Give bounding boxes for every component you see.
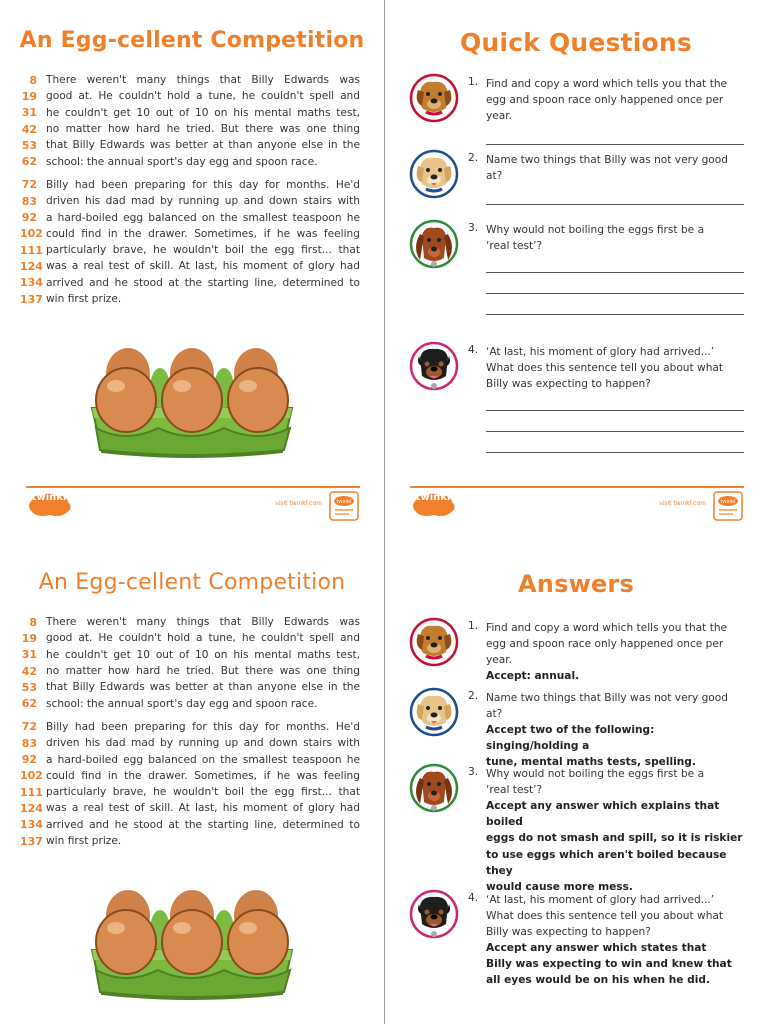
story-line: [20, 291, 360, 307]
question-number: 2.: [468, 690, 479, 702]
answer-text: Accept: annual.: [486, 670, 580, 682]
story-panel-bottom: [0, 540, 384, 1024]
line-text: Billy had been preparing for this day for months. He'd: [46, 178, 360, 191]
line-text: was a real test of skill. At last, his moment of glory had: [46, 802, 360, 815]
question-text: Why would not boiling the eggs first be a: [486, 768, 705, 780]
story-line: [20, 209, 360, 225]
answer-text: to use eggs which aren't boiled because they: [486, 848, 727, 877]
line-text: good at. He couldn't hold a tune, he couldn't spell and: [46, 90, 360, 103]
quality-badge-icon: [712, 490, 744, 522]
word-count: 31: [21, 106, 37, 120]
answer-body: [468, 892, 744, 989]
story-line: [20, 833, 360, 849]
word-count: 92: [21, 753, 37, 767]
dog-face-icon: [408, 762, 460, 814]
footer-rule: [410, 486, 744, 488]
story-line: [20, 193, 360, 209]
story-line: [20, 258, 360, 274]
question-number: 3.: [468, 766, 479, 778]
word-count: 83: [21, 194, 37, 208]
answer-text: eggs do not smash and spill, so it is riskier: [486, 832, 743, 845]
story-line: [20, 768, 360, 784]
line-text: that Billy Edwards was better at than anyone else in the: [46, 681, 360, 694]
question-text: Name two things that Billy was not very good at?: [486, 154, 728, 182]
word-count: 53: [21, 138, 37, 152]
line-text: driven his dad mad by running up and down stairs with: [46, 195, 360, 208]
answer-text: Accept two of the following: singing/holding a: [486, 724, 655, 753]
story-line: [20, 226, 360, 242]
story-line: [20, 72, 360, 88]
story-line: [20, 121, 360, 137]
story-line: [20, 177, 360, 193]
question-text: Find and copy a word which tells you that the: [486, 622, 728, 634]
footer: [410, 486, 744, 526]
question-text: ‘At last, his moment of glory had arrived...’: [486, 894, 715, 906]
line-text: was a real test of skill. At last, his moment of glory had: [46, 260, 360, 273]
word-count: 92: [21, 211, 37, 225]
word-count: 111: [20, 785, 43, 799]
footer-rule: [26, 486, 360, 488]
line-text: particularly brave, he wouldn't boil the egg first... that: [46, 244, 360, 257]
egg-carton-icon: [86, 344, 298, 462]
word-count: 137: [20, 834, 43, 848]
word-count: 83: [21, 736, 37, 750]
story-panel-top: [0, 0, 384, 512]
word-count: 134: [20, 276, 43, 290]
egg-carton-icon: [86, 886, 298, 1004]
word-count: 19: [21, 631, 37, 645]
story-line: [20, 647, 360, 663]
answer-line[interactable]: [486, 293, 744, 294]
question-number: 1.: [468, 620, 479, 632]
story-line: [20, 242, 360, 258]
question-number: 2.: [468, 152, 479, 164]
visit-link[interactable]: visit twinkl.com: [659, 500, 706, 507]
word-count: 137: [20, 292, 43, 306]
logo-text: twinkl: [415, 492, 451, 503]
answers-panel: [384, 540, 768, 1024]
question-text: ‘real test’?: [486, 784, 543, 796]
word-count: 111: [20, 243, 43, 257]
line-text: that Billy Edwards was better at than anyone else in the: [46, 139, 360, 152]
line-text: he couldn't get 10 out of 10 on his mental maths test,: [46, 648, 360, 661]
answer-text: all eyes would be on his when he did.: [486, 974, 710, 987]
story-title: An Egg-cellent Competition: [19, 28, 365, 53]
word-count: 124: [20, 801, 43, 815]
story-paragraph-1: [20, 614, 360, 712]
answer-line[interactable]: [486, 452, 744, 453]
line-text: he couldn't get 10 out of 10 on his mental maths test,: [46, 106, 360, 119]
story-line: [20, 751, 360, 767]
dog-face-icon: [408, 888, 460, 940]
logo-text: twinkl: [31, 492, 67, 503]
story-line: [20, 137, 360, 153]
line-text: arrived and he stood at the starting line, determined to: [46, 276, 360, 289]
story-line: [20, 614, 360, 630]
line-text: a hard-boiled egg balanced on the smallest teaspoon he: [46, 753, 360, 766]
question-text: What does this sentence tell you about what: [486, 362, 724, 374]
story-line: [20, 153, 360, 169]
story-line: [20, 735, 360, 751]
question-text: Find and copy a word which tells you that the: [486, 78, 728, 90]
line-text: win first prize.: [46, 293, 122, 305]
question-body: [468, 222, 744, 315]
story-text: [20, 72, 360, 314]
line-text: no matter how hard he tried. But there was one thing: [46, 665, 360, 678]
line-text: a hard-boiled egg balanced on the smallest teaspoon he: [46, 211, 360, 224]
line-text: arrived and he stood at the starting line, determined to: [46, 818, 360, 831]
question-text: egg and spoon race only happened once per year.: [486, 94, 724, 122]
story-line: [20, 630, 360, 646]
questions-title: Quick Questions: [459, 28, 693, 57]
question-number: 4.: [468, 344, 479, 356]
answer-line[interactable]: [486, 204, 744, 205]
line-text: school: the annual sport's day egg and spoon race.: [46, 697, 318, 710]
question-number: 4.: [468, 892, 479, 904]
story-paragraph-2: [20, 177, 360, 307]
word-count: 134: [20, 818, 43, 832]
word-count: 19: [21, 89, 37, 103]
story-line: [20, 88, 360, 104]
question-text: What does this sentence tell you about what: [486, 910, 724, 922]
word-count: 102: [20, 769, 43, 783]
answer-line[interactable]: [486, 272, 744, 273]
answer-text: Accept any answer which explains that boiled: [486, 800, 720, 829]
word-count: 72: [21, 720, 37, 734]
word-count: 31: [21, 648, 37, 662]
question-text: Billy was expecting to happen?: [486, 926, 651, 938]
story-text: [20, 614, 360, 856]
word-count: 124: [20, 259, 43, 273]
answer-body: [468, 690, 744, 771]
word-count: 62: [21, 697, 37, 711]
answer-text: Billy was expecting to win and knew that: [486, 958, 732, 971]
line-text: no matter how hard he tried. But there was one thing: [46, 123, 360, 136]
story-line: [20, 800, 360, 816]
answer-line[interactable]: [486, 144, 744, 145]
line-text: could find in the drawer. Sometimes, if he was feeling: [46, 769, 360, 782]
quality-badge-icon: [328, 490, 360, 522]
svg-text:twinkl: twinkl: [720, 499, 736, 505]
line-text: could find in the drawer. Sometimes, if he was feeling: [46, 227, 360, 240]
answer-line[interactable]: [486, 410, 744, 411]
quick-questions-panel: [384, 0, 768, 512]
question-text: ‘real test’?: [486, 240, 543, 252]
answer-line[interactable]: [486, 314, 744, 315]
word-count: 53: [21, 680, 37, 694]
answer-text: tune, mental maths tests, spelling.: [486, 756, 696, 769]
dog-face-icon: [408, 72, 460, 124]
question-text: Name two things that Billy was not very good at?: [486, 692, 728, 720]
answer-line[interactable]: [486, 431, 744, 432]
story-line: [20, 679, 360, 695]
word-count: 72: [21, 178, 37, 192]
story-line: [20, 784, 360, 800]
word-count: 8: [29, 615, 37, 629]
story-line: [20, 275, 360, 291]
story-paragraph-2: [20, 719, 360, 849]
question-body: [468, 76, 744, 145]
question-text: Billy was expecting to happen?: [486, 378, 651, 390]
answer-body: [468, 620, 744, 684]
story-paragraph-1: [20, 72, 360, 170]
line-text: Billy had been preparing for this day for months. He'd: [46, 720, 360, 733]
word-count: 8: [29, 73, 37, 87]
dog-face-icon: [408, 218, 460, 270]
story-line: [20, 105, 360, 121]
question-number: 1.: [468, 76, 479, 88]
line-text: win first prize.: [46, 835, 122, 847]
visit-link[interactable]: visit twinkl.com: [275, 500, 322, 507]
story-line: [20, 817, 360, 833]
line-text: school: the annual sport's day egg and spoon race.: [46, 155, 318, 168]
word-count: 62: [21, 155, 37, 169]
line-text: There weren't many things that Billy Edwards was: [46, 616, 360, 629]
answer-body: [468, 766, 744, 895]
question-body: [468, 152, 744, 205]
story-line: [20, 663, 360, 679]
story-line: [20, 719, 360, 735]
line-text: driven his dad mad by running up and down stairs with: [46, 737, 360, 750]
answers-title: Answers: [518, 570, 634, 598]
question-number: 3.: [468, 222, 479, 234]
question-text: Why would not boiling the eggs first be a: [486, 224, 705, 236]
line-text: good at. He couldn't hold a tune, he couldn't spell and: [46, 632, 360, 645]
answer-text: would cause more mess.: [486, 881, 633, 894]
question-text: ‘At last, his moment of glory had arrived...’: [486, 346, 715, 358]
story-title: An Egg-cellent Competition: [38, 570, 346, 595]
answer-text: Accept any answer which states that: [486, 942, 707, 954]
word-count: 42: [21, 664, 37, 678]
dog-face-icon: [408, 340, 460, 392]
word-count: 102: [20, 227, 43, 241]
line-text: particularly brave, he wouldn't boil the egg first... that: [46, 786, 360, 799]
story-line: [20, 695, 360, 711]
dog-face-icon: [408, 616, 460, 668]
question-text: egg and spoon race only happened once per year.: [486, 638, 724, 666]
dog-face-icon: [408, 148, 460, 200]
dog-face-icon: [408, 686, 460, 738]
question-body: [468, 344, 744, 453]
footer: [26, 486, 360, 526]
svg-text:twinkl: twinkl: [336, 499, 352, 505]
line-text: There weren't many things that Billy Edwards was: [46, 74, 360, 87]
word-count: 42: [21, 122, 37, 136]
